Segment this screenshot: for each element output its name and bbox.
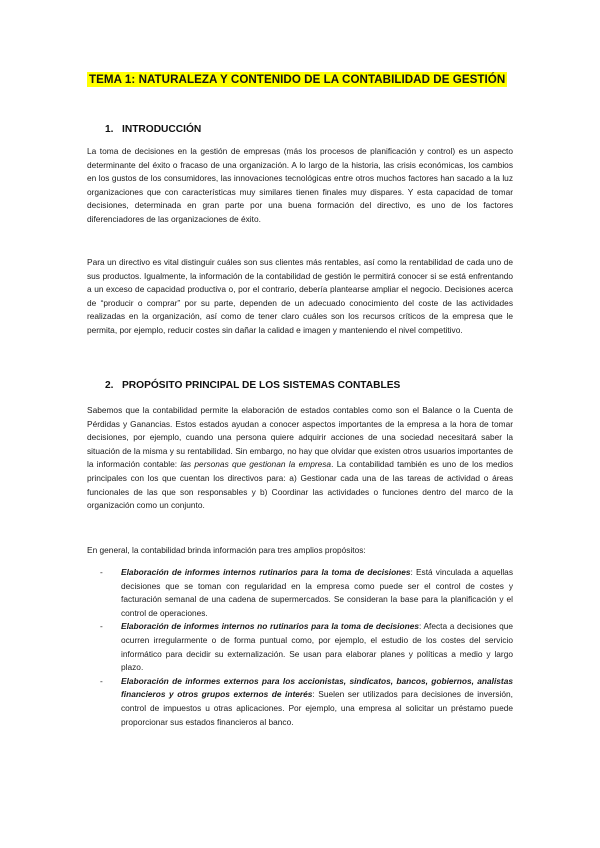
page-title: TEMA 1: NATURALEZA Y CONTENIDO DE LA CONTABILIDAD DE GESTIÓN (89, 73, 506, 86)
section-1-heading (105, 124, 201, 135)
section-2-title: PROPÓSITO PRINCIPAL DE LOS SISTEMAS CONTABLES (122, 380, 401, 391)
list-item-title: Elaboración de informes internos no rutinarios para la toma de decisiones (121, 621, 419, 632)
purpose-paragraph-2: En general, la contabilidad brinda información para tres amplios propósitos: (87, 545, 366, 555)
intro-paragraph-2: Para un directivo es vital distinguir cuáles son sus clientes más rentables, así como la rentabilidad de cada uno de sus productos. Igualmente, la información de la contabilidad de gestión le permitirá conocer si se está enfrentando a un exceso de capacidad productiva o, por el contrario, debería plantearse ampliar el negocio. Decisiones acerca de “producir o comprar” por su parte, dependen de un adecuado conocimiento del coste de las actividades realizadas en la organización, así como de tener claro cuáles son los recursos críticos de la empresa que le permita, por ejemplo, reducir costes sin dañar la calidad e imagen y manteniendo el nivel competitivo. (87, 257, 513, 335)
section-1-number: 1. (105, 124, 114, 135)
intro-paragraph-1: La toma de decisiones en la gestión de empresas (más los procesos de planificación y control) es un aspecto determinante del éxito o fracaso de una organización. A lo largo de la historia, las crisis económicas, los cambios en los gustos de los consumidores, las innovaciones tecnológicas entre otros muchos factores han sacado a la luz organizaciones que con características muy similares tienen finales muy dispares. Y esta capacidad de tomar decisiones, determinada en gran parte por una buena formación del directivo, es uno de los factores diferenciadores de las organizaciones de éxito. (87, 146, 513, 224)
title-wrap (87, 70, 507, 88)
section-1-title: INTRODUCCIÓN (122, 124, 202, 135)
list-item (87, 675, 513, 729)
purposes-list (87, 566, 513, 729)
purpose-p1-text-b: . La contabilidad también es uno de los medios principales con los que cuentan los directivos para: a) Gestionar cada una de las tareas de actividad o áreas funcionales de las que son responsables y b) Coordinar las actividades o funciones dentro del marco de la organización como un conjunto. (87, 459, 513, 511)
section-2-heading (105, 380, 400, 391)
purpose-paragraph-1 (87, 404, 513, 513)
purpose-p1-italic: las personas que gestionan la empresa (180, 459, 332, 470)
list-dash: - (100, 675, 103, 686)
list-item (87, 566, 513, 620)
section-2-number: 2. (105, 380, 114, 391)
list-item-text: : Suelen ser utilizados para decisiones de inversión, control de impuestos u otras aplicaciones. Por ejemplo, una empresa al solicitar un préstamo puede proporcionar sus estados financieros al banco. (121, 689, 513, 727)
list-item (87, 620, 513, 674)
list-item-title: Elaboración de informes internos rutinarios para la toma de decisiones (121, 567, 411, 577)
list-dash: - (100, 567, 103, 577)
list-dash: - (100, 621, 103, 632)
list-item-text: : Está vinculada a aquellas decisiones que se toman con regularidad en la empresa como puede ser el control de costes y facturación semanal de una cadena de supermercados. Se consideran la base para la planificación y el control de operaciones. (121, 567, 513, 618)
list-item-title: Elaboración de informes externos para los accionistas, sindicatos, bancos, gobiernos, analistas financieros y otros grupos externos de interés (121, 675, 513, 700)
list-item-text: : Afecta a decisiones que ocurren irregularmente o de forma puntual como, por ejemplo, el estudio de los costes del servicio informático para decidir su externalización. Se usan para elaborar planes y políticas a medio y largo plazo. (121, 621, 513, 673)
purpose-p1-text-a: Sabemos que la contabilidad permite la elaboración de estados contables como son el Balance o la Cuenta de Pérdidas y Ganancias. Estos estados ayudan a conocer aspectos importantes de la empresa a la hora de tomar decisiones, por ejemplo, cuando una persona quiere adquirir acciones de una sociedad necesitará saber la situación de la misma y su rentabilidad. Sin embargo, no hay que olvidar que existen otros usuarios importantes de la información contable: (87, 405, 513, 470)
